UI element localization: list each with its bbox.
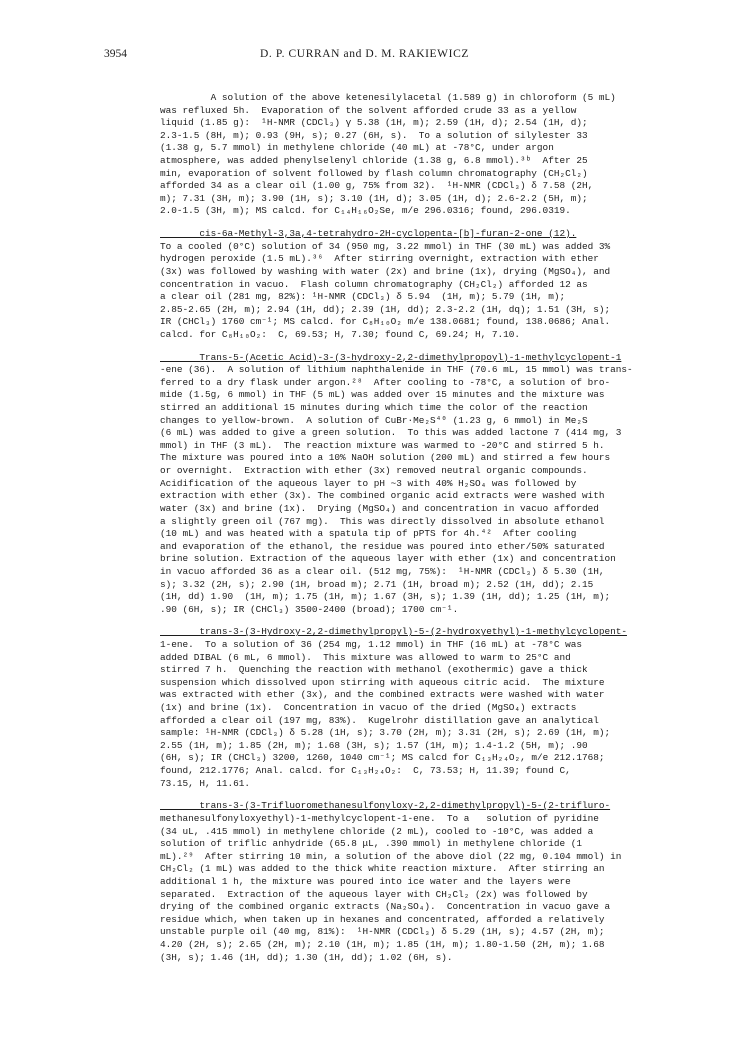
text-line: .90 (6H, s); IR (CHCl₃) 3500-2400 (broad); 1700 cm⁻¹. — [160, 603, 459, 615]
text-line: (6 mL) was added to give a green solution. To this was added lactone 7 (414 mg, 3 — [160, 427, 622, 439]
text-line: a clear oil (281 mg, 82%): ¹H-NMR (CDCl₃) δ 5.94 (1H, m); 5.79 (1H, m); — [160, 291, 566, 303]
running-head: D. P. CURRAN and D. M. RAKIEWICZ — [260, 48, 469, 60]
page-number: 3954 — [104, 48, 127, 60]
text-line: mL).²⁹ After stirring 10 min, a solution of the above diol (22 mg, 0.104 mmol) in — [160, 850, 622, 862]
text-line: The mixture was poured into a 10% NaOH solution (200 mL) and stirred a few hours — [160, 452, 611, 464]
text-line: 1-ene. To a solution of 36 (254 mg, 1.12 mmol) in THF (16 mL) at -78°C was — [160, 638, 582, 650]
paragraph-silylester — [160, 92, 720, 218]
text-line: was extracted with ether (3x), and the combined extracts were washed with water — [160, 689, 605, 701]
text-line: CH₂Cl₂ (1 mL) was added to the thick white reaction mixture. After stirring an — [160, 863, 605, 875]
text-line: (1x) and brine (1x). Concentration in vacuo of the dried (MgSO₄) extracts — [160, 702, 577, 714]
section-heading: Trans-5-(Acetic Acid)-3-(3-hydroxy-2,2-dimethylpropoyl)-1-methylcyclopent-1 — [160, 351, 622, 363]
text-line: a slightly green oil (767 mg). This was directly dissolved in absolute ethanol — [160, 515, 605, 527]
text-line: or overnight. Extraction with ether (3x) removed neutral organic compounds. — [160, 465, 588, 477]
text-line: 2.55 (1H, m); 1.85 (2H, m); 1.68 (3H, s); 1.57 (1H, m); 1.4-1.2 (5H, m); .90 — [160, 739, 588, 751]
text-line: in vacuo afforded 36 as a clear oil. (512 mg, 75%): ¹H-NMR (CDCl₃) δ 5.30 (1H, — [160, 565, 605, 577]
text-line: -ene (36). A solution of lithium naphthalenide in THF (70.6 mL, 15 mmol) was trans- — [160, 364, 633, 376]
text-line: additional 1 h, the mixture was poured into ice water and the layers were — [160, 875, 571, 887]
section-heading: trans-3-(3-Trifluoromethanesulfonyloxy-2,2-dimethylpropyl)-5-(2-trifluro- — [160, 800, 611, 812]
paragraph-acid-36 — [160, 352, 720, 617]
text-line: extraction with ether (3x). The combined organic acid extracts were washed with — [160, 490, 605, 502]
text-line: 2.85-2.65 (2H, m); 2.94 (1H, dd); 2.39 (1H, dd); 2.3-2.2 (1H, dq); 1.51 (3H, s); — [160, 303, 611, 315]
text-line: ferred to a dry flask under argon.²⁸ After cooling to -78°C, a solution of bro- — [160, 376, 611, 388]
text-line: 4.20 (2H, s); 2.65 (2H, m); 2.10 (1H, m); 1.85 (1H, m); 1.80-1.50 (2H, m); 1.68 — [160, 939, 605, 950]
text-line: found, 212.1776; Anal. calcd. for C₁₃H₂₄O₂: C, 73.53; H, 11.39; found C, — [160, 765, 571, 777]
text-line: (6H, s); IR (CHCl₃) 3200, 1260, 1040 cm⁻¹; MS calcd for C₁₃H₂₄O₂, m/e 212.1768; — [160, 752, 605, 764]
text-line: drying of the combined organic extracts (Na₂SO₄). Concentration in vacuo gave a — [160, 901, 611, 913]
text-line: (1H, dd) 1.90 (1H, m); 1.75 (1H, m); 1.67 (3H, s); 1.39 (1H, dd); 1.25 (1H, m); — [160, 591, 611, 603]
text-line: hydrogen peroxide (1.5 mL).³⁶ After stirring overnight, extraction with ether — [160, 253, 599, 265]
paragraph-bistriflate — [160, 800, 720, 964]
text-line: solution of triflic anhydride (65.8 μL, .390 mmol) in methylene chloride (1 — [160, 838, 582, 850]
article-body — [160, 92, 720, 964]
text-line: sample: ¹H-NMR (CDCl₃) δ 5.28 (1H, s); 3.70 (2H, m); 3.31 (2H, s); 2.69 (1H, m); — [160, 727, 611, 739]
text-line: was refluxed 5h. Evaporation of the solvent afforded crude 33 as a yellow — [160, 104, 577, 116]
text-line: 73.15, H, 11.61. — [160, 777, 251, 789]
paragraph-lactone-12 — [160, 228, 720, 341]
text-line: (34 uL, .415 mmol) in methylene chloride (2 mL), cooled to -10°C, was added a — [160, 825, 594, 837]
text-line: A solution of the above ketenesilylacetal (1.589 g) in chloroform (5 mL) — [160, 92, 616, 103]
text-line: unstable purple oil (40 mg, 81%): ¹H-NMR (CDCl₃) δ 5.29 (1H, s); 4.57 (2H, m); — [160, 926, 605, 938]
text-line: and evaporation of the ethanol, the residue was poured into ether/50% saturated — [160, 540, 605, 552]
text-line: methanesulfonyloxyethyl)-1-methylcyclopent-1-ene. To a solution of pyridine — [160, 812, 599, 824]
text-line: added DIBAL (6 mL, 6 mmol). This mixture was allowed to warm to 25°C and — [160, 651, 571, 663]
text-line: (3x) was followed by washing with water (2x) and brine (1x), drying (MgSO₄), and — [160, 265, 611, 277]
text-line: stirred an additional 15 minutes during which time the color of the reaction — [160, 402, 588, 414]
text-line: To a cooled (0°C) solution of 34 (950 mg, 3.22 mmol) in THF (30 mL) was added 3% — [160, 240, 611, 252]
section-heading: cis-6a-Methyl-3,3a,4-tetrahydro-2H-cyclopenta-[b]-furan-2-one (12). — [160, 228, 577, 240]
text-line: IR (CHCl₃) 1760 cm⁻¹; MS calcd. for C₈H₁₀O₂ m/e 138.0681; found, 138.0686; Anal. — [160, 316, 611, 328]
page-header — [0, 48, 729, 68]
paragraph-diol — [160, 626, 720, 790]
text-line: suspension which dissolved upon stirring with aqueous citric acid. The mixture — [160, 676, 605, 688]
text-line: afforded 34 as a clear oil (1.00 g, 75% from 32). ¹H-NMR (CDCl₃) δ 7.58 (2H, — [160, 180, 594, 192]
text-line: 2.3-1.5 (8H, m); 0.93 (9H, s); 0.27 (6H, s). To a solution of silylester 33 — [160, 129, 588, 141]
text-line: concentration in vacuo. Flash column chromatography (CH₂Cl₂) afforded 12 as — [160, 278, 588, 290]
text-line: s); 3.32 (2H, s); 2.90 (1H, broad m); 2.71 (1H, broad m); 2.52 (1H, dd); 2.15 — [160, 578, 594, 590]
text-line: liquid (1.85 g): ¹H-NMR (CDCl₃) γ 5.38 (1H, m); 2.59 (1H, d); 2.54 (1H, d); — [160, 117, 588, 129]
text-line: changes to yellow-brown. A solution of CuBr·Me₂S⁴⁰ (1.23 g, 6 mmol) in Me₂S — [160, 414, 588, 426]
text-line: separated. Extraction of the aqueous layer with CH₂Cl₂ (2x) was followed by — [160, 888, 588, 900]
text-line: water (3x) and brine (1x). Drying (MgSO₄) and concentration in vacuo afforded — [160, 502, 599, 514]
text-line: stirred 7 h. Quenching the reaction with methanol (exothermic) gave a thick — [160, 664, 588, 676]
text-line: calcd. for C₈H₁₀O₂: C, 69.53; H, 7.30; found C, 69.24; H, 7.10. — [160, 328, 521, 340]
text-line: mmol) in THF (3 mL). The reaction mixture was warmed to -20°C and stirred 5 h. — [160, 439, 605, 451]
text-line: mide (1.5g, 6 mmol) in THF (5 mL) was added over 15 minutes and the mixture was — [160, 389, 605, 401]
section-heading: trans-3-(3-Hydroxy-2,2-dimethylpropyl)-5-(2-hydroxyethyl)-1-methylcyclopent- — [160, 626, 627, 638]
text-line: 2.0-1.5 (3H, m); MS calcd. for C₁₄H₁₆O₂Se, m/e 296.0316; found, 296.0319. — [160, 205, 571, 217]
text-line: min, evaporation of solvent followed by flash column chromatography (CH₂Cl₂) — [160, 167, 588, 179]
text-line: brine solution. Extraction of the aqueous layer with ether (1x) and concentration — [160, 553, 616, 565]
text-line: afforded a clear oil (197 mg, 83%). Kugelrohr distillation gave an analytical — [160, 714, 599, 726]
text-line: Acidification of the aqueous layer to pH ~3 with 40% H₂SO₄ was followed by — [160, 477, 577, 489]
text-line: m); 7.31 (3H, m); 3.90 (1H, s); 3.10 (1H, d); 3.05 (1H, d); 2.6-2.2 (5H, m); — [160, 192, 588, 204]
text-line: (1.38 g, 5.7 mmol) in methylene chloride (40 mL) at -78°C, under argon — [160, 142, 554, 154]
text-line: (10 mL) and was heated with a spatula tip of pPTS for 4h.⁴² After cooling — [160, 528, 577, 540]
text-line: residue which, when taken up in hexanes and concentrated, afforded a relatively — [160, 913, 605, 925]
text-line: atmosphere, was added phenylselenyl chloride (1.38 g, 6.8 mmol).³ᵇ After 25 — [160, 155, 588, 167]
text-line: (3H, s); 1.46 (1H, dd); 1.30 (1H, dd); 1.02 (6H, s). — [160, 951, 453, 963]
